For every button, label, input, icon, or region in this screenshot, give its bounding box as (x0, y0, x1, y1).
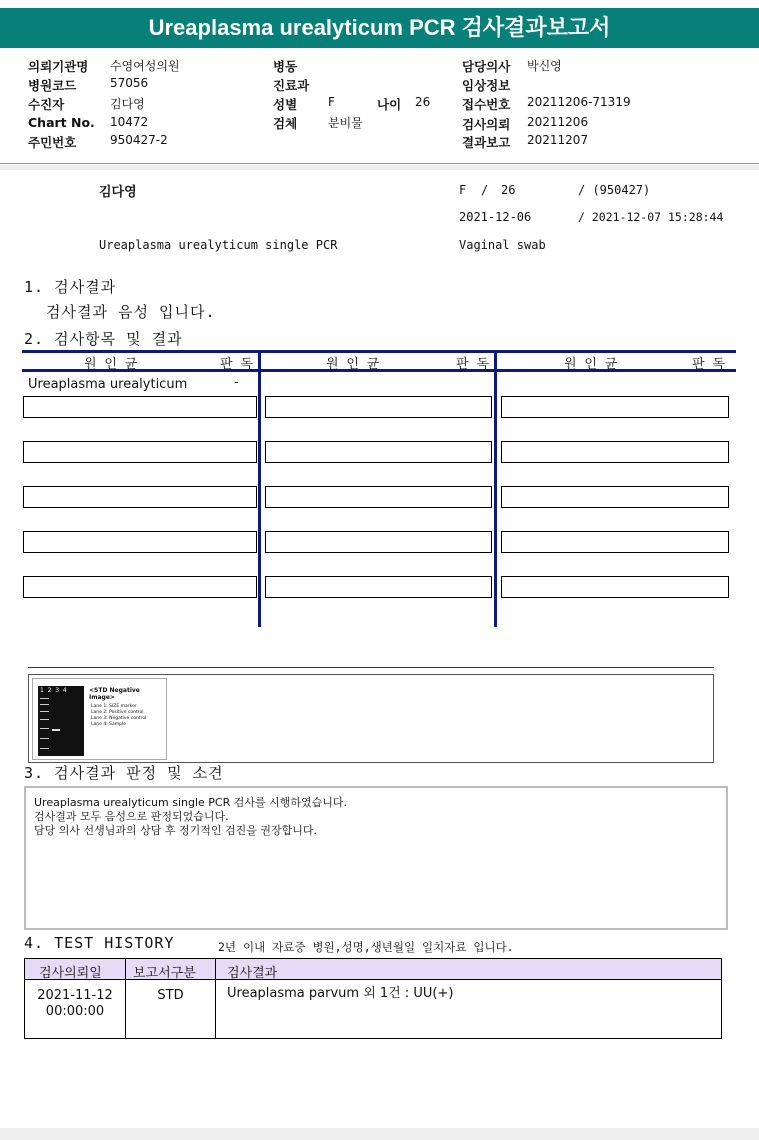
empty-result-cell (501, 531, 729, 553)
header-result-1: 판 독 (220, 357, 253, 372)
summary-block (0, 172, 759, 262)
value-age: 26 (415, 95, 431, 109)
history-row-date: 2021-11-12 (37, 988, 113, 1003)
header-organism-2: 원 인 균 (326, 357, 380, 372)
summary-slash: / (481, 183, 489, 197)
summary-sex: F (459, 183, 467, 197)
label-clinical-info: 임상정보 (462, 78, 511, 93)
empty-result-cell (265, 441, 492, 463)
history-header-divider (125, 959, 126, 980)
gel-marker-band (40, 738, 49, 739)
history-row-divider (215, 979, 216, 1038)
empty-result-cell (265, 486, 492, 508)
value-test-request: 20211206 (527, 115, 589, 129)
header-result-2: 판 독 (456, 357, 489, 372)
gel-marker-band (40, 698, 49, 699)
history-row-type: STD (157, 988, 184, 1003)
summary-birth: / (950427) (578, 183, 651, 197)
empty-result-cell (501, 441, 729, 463)
section4-title: 4. TEST HISTORY (24, 934, 175, 952)
section1-result-text: 검사결과 음성 입니다. (46, 303, 216, 321)
gel-marker-band (40, 711, 49, 712)
empty-result-cell (23, 576, 257, 598)
history-header-divider (215, 959, 216, 980)
gel-marker-band (40, 728, 49, 729)
empty-result-cell (265, 576, 492, 598)
header-divider (0, 163, 759, 164)
label-patient: 수진자 (28, 97, 65, 112)
gel-top-rule (28, 667, 714, 668)
value-patient: 김다영 (110, 97, 145, 111)
label-resident-number: 주민번호 (28, 135, 77, 150)
label-requesting-institution: 의뢰기관명 (28, 59, 89, 74)
gel-image-frame (28, 674, 714, 763)
gel-legend-lane3: Lane 3: Negative control (91, 716, 147, 721)
value-resident-number: 950427-2 (110, 133, 168, 147)
value-specimen: 분비물 (328, 116, 363, 130)
section1-title: 1. 검사결과 (24, 278, 117, 296)
label-test-request: 검사의뢰 (462, 117, 511, 132)
label-doctor: 담당의사 (462, 59, 511, 74)
report-title: Ureaplasma urealyticum PCR 검사결과보고서 (0, 8, 759, 48)
interpretation-line-1: Ureaplasma urealyticum single PCR 검사를 시행하였습니다. (34, 796, 347, 809)
gel-positive-band (52, 729, 60, 731)
gel-marker-band (40, 748, 49, 749)
label-chart-no: Chart No. (28, 115, 95, 130)
label-department: 진료과 (273, 78, 310, 93)
empty-result-cell (23, 441, 257, 463)
history-col-type: 보고서구분 (133, 966, 196, 981)
label-hospital-code: 병원코드 (28, 78, 77, 93)
gel-title: <STD Negative Image> (89, 687, 140, 701)
gel-legend-lane2: Lane 2: Positive control (91, 710, 144, 715)
header-info (0, 52, 759, 164)
gel-legend-lane1: Lane 1: SIZE marker (91, 704, 137, 709)
section2-title: 2. 검사항목 및 결과 (24, 330, 183, 348)
gel-marker-band (40, 704, 49, 705)
gel-marker-band (40, 719, 49, 720)
history-row-result: Ureaplasma parvum 외 1건 : UU(+) (227, 986, 454, 1001)
gel-photo (38, 686, 84, 756)
label-result-report: 결과보고 (462, 135, 511, 150)
history-col-result: 검사결과 (227, 966, 278, 981)
empty-result-cell (23, 531, 257, 553)
section3-title: 3. 검사결과 판정 및 소견 (24, 764, 224, 782)
header-result-3: 판 독 (692, 357, 725, 372)
grid-divider-2 (494, 350, 497, 627)
empty-result-cell (265, 531, 492, 553)
history-col-date: 검사의뢰일 (39, 966, 102, 981)
value-hospital-code: 57056 (110, 76, 149, 90)
label-sex: 성별 (273, 97, 298, 112)
summary-test-name: Ureaplasma urealyticum single PCR (99, 238, 338, 252)
history-row-time: 00:00:00 (45, 1004, 105, 1019)
value-receipt-number: 20211206-71319 (527, 95, 631, 109)
header-divider-shade (0, 165, 759, 170)
empty-result-cell (23, 396, 257, 418)
header-organism-1: 원 인 균 (84, 357, 138, 372)
page-bottom-band (0, 1128, 759, 1140)
value-doctor: 박신영 (527, 59, 562, 73)
result-organism: Ureaplasma urealyticum (28, 377, 188, 392)
summary-request-date: 2021-12-06 (459, 210, 532, 224)
empty-result-cell (501, 486, 729, 508)
history-note: 2년 이내 자료중 병원,성명,생년월일 일치자료 입니다. (218, 940, 514, 954)
summary-age: 26 (501, 183, 516, 197)
value-requesting-institution: 수영여성의원 (110, 59, 180, 73)
summary-name: 김다영 (99, 185, 137, 200)
empty-result-cell (265, 396, 492, 418)
history-row (24, 979, 722, 1039)
label-age: 나이 (377, 97, 402, 112)
interpretation-box (24, 786, 728, 930)
label-ward: 병동 (273, 59, 298, 74)
label-specimen: 검체 (273, 116, 298, 131)
value-sex: F (328, 95, 335, 109)
interpretation-line-2: 검사결과 모두 음성으로 판정되었습니다. (34, 810, 229, 823)
value-chart-no: 10472 (110, 115, 149, 129)
label-receipt-number: 접수번호 (462, 97, 511, 112)
empty-result-cell (23, 486, 257, 508)
gel-figure (32, 678, 167, 760)
value-result-report: 20211207 (527, 133, 589, 147)
empty-result-cell (501, 576, 729, 598)
gel-lane-numbers: 1 2 3 4 (40, 687, 67, 694)
header-organism-3: 원 인 균 (564, 357, 618, 372)
summary-specimen: Vaginal swab (459, 238, 546, 252)
results-grid (22, 350, 736, 630)
result-value: - (234, 375, 239, 390)
summary-report-datetime: / 2021-12-07 15:28:44 (578, 210, 724, 224)
interpretation-line-3: 담당 의사 선생님과의 상담 후 정기적인 검진을 권장합니다. (34, 824, 317, 837)
history-header-row (24, 958, 722, 980)
gel-legend-lane4: Lane 4: Sample (91, 722, 126, 727)
empty-result-cell (501, 396, 729, 418)
grid-divider-1 (258, 350, 261, 627)
